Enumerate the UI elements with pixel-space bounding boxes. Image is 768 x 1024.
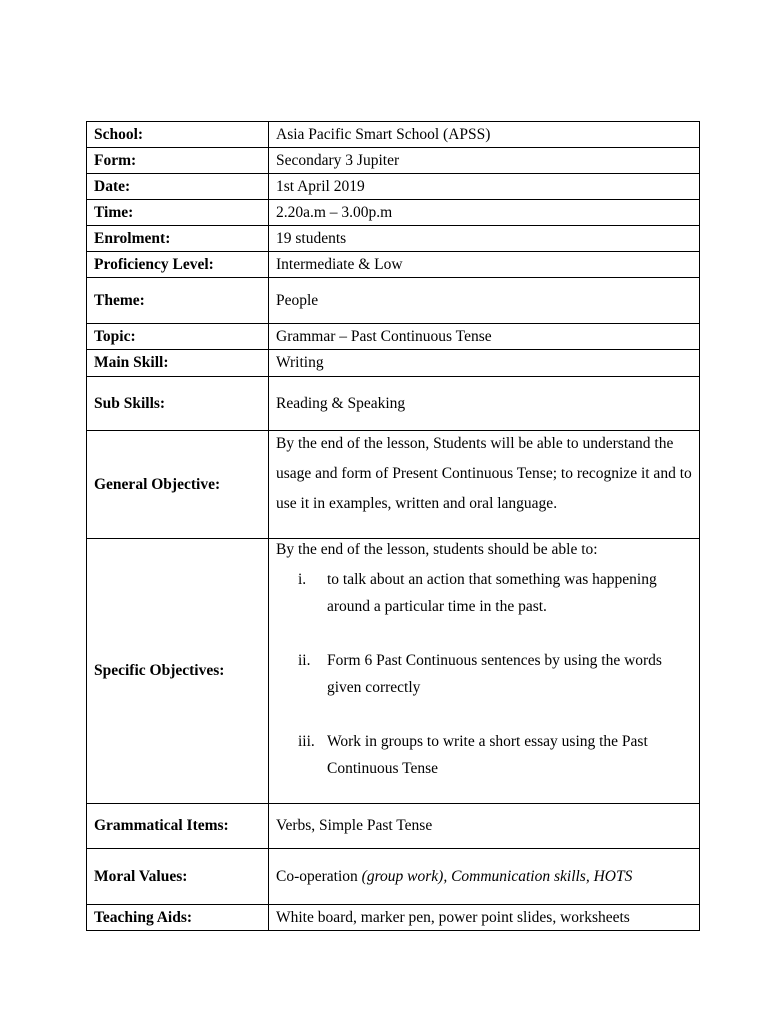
table-row — [87, 431, 700, 539]
moral-values-label: Moral Values: — [87, 849, 269, 905]
table-row — [87, 200, 700, 226]
grammatical-items-value: Verbs, Simple Past Tense — [269, 804, 700, 849]
table-row — [87, 324, 700, 350]
table-row — [87, 804, 700, 849]
table-row — [87, 174, 700, 200]
table-row — [87, 849, 700, 905]
school-label: School: — [87, 122, 269, 148]
specific-objectives-list — [276, 566, 692, 782]
table-row — [87, 148, 700, 174]
theme-label: Theme: — [87, 278, 269, 324]
proficiency-level-label: Proficiency Level: — [87, 252, 269, 278]
table-row — [87, 539, 700, 804]
table-row — [87, 122, 700, 148]
moral-values-cell — [269, 849, 700, 905]
enrolment-label: Enrolment: — [87, 226, 269, 252]
list-numeral: i. — [298, 571, 307, 589]
main-skill-label: Main Skill: — [87, 350, 269, 377]
form-value: Secondary 3 Jupiter — [269, 148, 700, 174]
table-row — [87, 252, 700, 278]
general-objective-label: General Objective: — [87, 431, 269, 539]
table-row — [87, 278, 700, 324]
sub-skills-value: Reading & Speaking — [269, 377, 700, 431]
table-row — [87, 350, 700, 377]
teaching-aids-value: White board, marker pen, power point slides, worksheets — [269, 905, 700, 931]
sub-skills-label: Sub Skills: — [87, 377, 269, 431]
topic-value: Grammar – Past Continuous Tense — [269, 324, 700, 350]
list-numeral: iii. — [298, 733, 315, 751]
grammatical-items-label: Grammatical Items: — [87, 804, 269, 849]
enrolment-value: 19 students — [269, 226, 700, 252]
list-item — [276, 647, 692, 701]
proficiency-level-value: Intermediate & Low — [269, 252, 700, 278]
list-item-text: to talk about an action that something was happening around a particular time in the past. — [327, 571, 657, 616]
general-objective-cell — [269, 431, 700, 539]
list-item — [276, 566, 692, 620]
list-item-text: Form 6 Past Continuous sentences by using the words given correctly — [327, 652, 662, 697]
teaching-aids-label: Teaching Aids: — [87, 905, 269, 931]
time-value: 2.20a.m – 3.00p.m — [269, 200, 700, 226]
table-row — [87, 226, 700, 252]
table-row — [87, 905, 700, 931]
moral-values-main: Co-operation — [276, 868, 358, 885]
specific-objectives-label: Specific Objectives: — [87, 539, 269, 804]
general-objective-text: By the end of the lesson, Students will be able to understand the usage and form of Present Continuous Tense; to recognize it and to use it in examples, written and oral language. — [276, 435, 692, 512]
school-value: Asia Pacific Smart School (APSS) — [269, 122, 700, 148]
date-value: 1st April 2019 — [269, 174, 700, 200]
main-skill-value: Writing — [269, 350, 700, 377]
lesson-plan-table — [86, 121, 700, 931]
date-label: Date: — [87, 174, 269, 200]
theme-value: People — [269, 278, 700, 324]
time-label: Time: — [87, 200, 269, 226]
moral-values-italic: (group work), Communication skills, HOTS — [361, 868, 633, 885]
table-row — [87, 377, 700, 431]
specific-objectives-cell — [269, 539, 700, 804]
list-numeral: ii. — [298, 652, 311, 670]
specific-objectives-intro: By the end of the lesson, students should be able to: — [276, 541, 598, 558]
list-item — [276, 728, 692, 782]
form-label: Form: — [87, 148, 269, 174]
list-item-text: Work in groups to write a short essay using the Past Continuous Tense — [327, 733, 648, 778]
topic-label: Topic: — [87, 324, 269, 350]
